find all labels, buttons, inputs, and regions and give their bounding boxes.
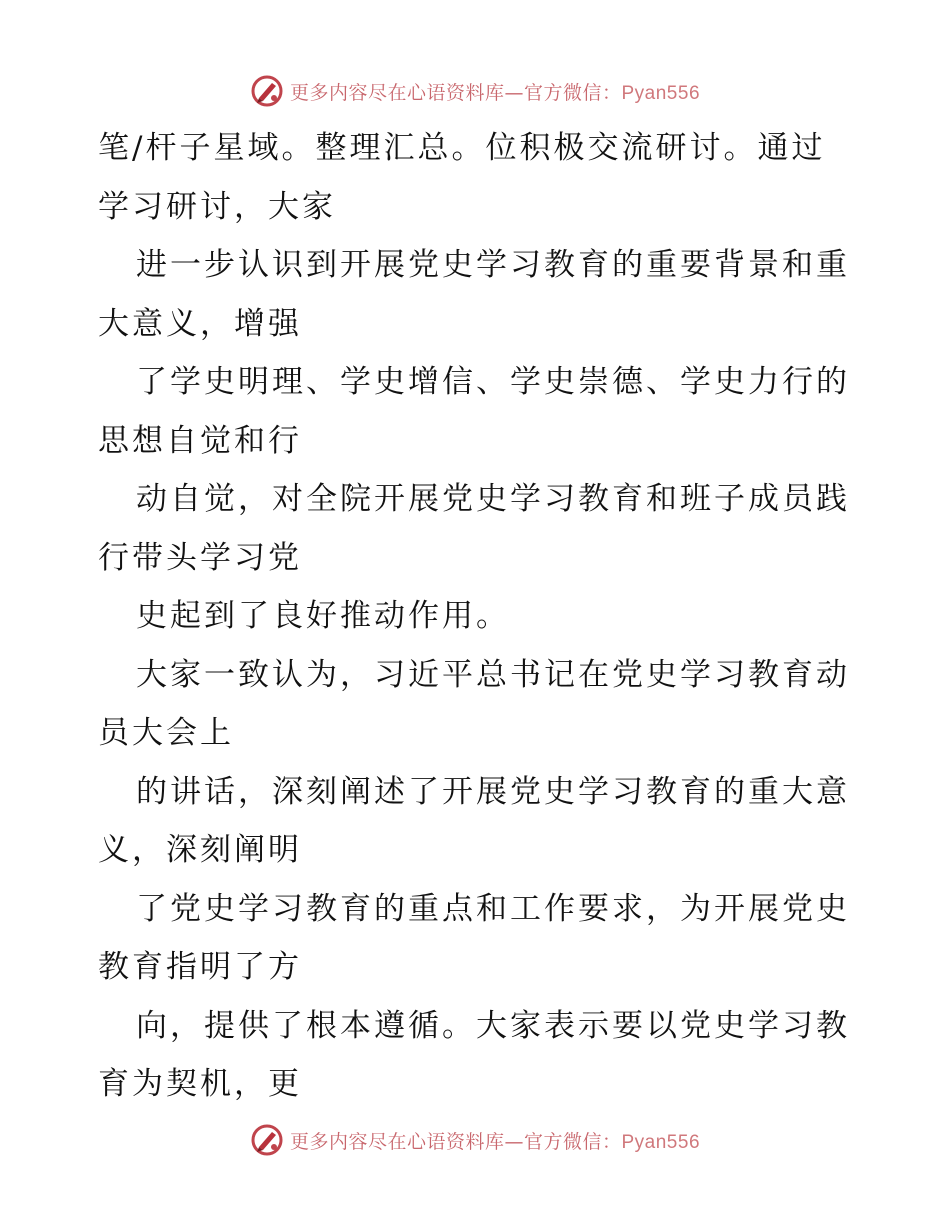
header-watermark [0,71,950,111]
text-line: 大意义，增强 [98,305,302,342]
text-line: 育为契机，更 [98,1066,302,1102]
watermark-dash: — [504,1130,524,1153]
text-line: 学习研讨，大家 [98,188,336,225]
text-line: 的讲话，深刻阐述了开展党史学习教育的重大意 [136,773,850,810]
watermark-wechat-id: Pyan556 [621,1131,701,1153]
text-line: 思想自觉和行 [98,422,302,459]
footer-watermark [0,1120,950,1160]
watermark-wechat-label: 官方微信： [523,1130,622,1153]
watermark-wechat-label: 官方微信： [523,81,622,104]
text-line: 了学史明理、学史增信、学史崇德、学史力行的 [136,364,850,400]
text-line: 员大会上 [98,715,234,751]
watermark-text [290,1127,700,1154]
document-body [98,119,858,1114]
text-line: 动自觉，对全院开展党史学习教育和班子成员践 [136,481,850,517]
text-line: 教育指明了方 [98,949,302,985]
text-line: 笔/杆子星域。整理汇总。位积极交流研讨。通过 [98,130,826,166]
text-line: 大家一致认为，习近平总书记在党史学习教育动 [136,656,850,693]
text-line: 进一步认识到开展党史学习教育的重要背景和重 [136,247,850,283]
text-line: 了党史学习教育的重点和工作要求，为开展党史 [136,890,850,927]
text-line: 向，提供了根本遵循。大家表示要以党史学习教 [136,1007,850,1044]
pen-seal-icon [250,1123,284,1157]
watermark-dash: — [504,81,524,104]
watermark-main: 更多内容尽在心语资料库 [289,1130,505,1153]
watermark-wechat-id: Pyan556 [621,82,701,104]
text-line: 行带头学习党 [98,539,302,576]
watermark-main: 更多内容尽在心语资料库 [289,81,505,104]
text-line: 史起到了良好推动作用。 [136,598,510,634]
text-line: 义，深刻阐明 [98,832,302,868]
watermark-text [290,78,700,105]
pen-seal-icon [250,74,284,108]
